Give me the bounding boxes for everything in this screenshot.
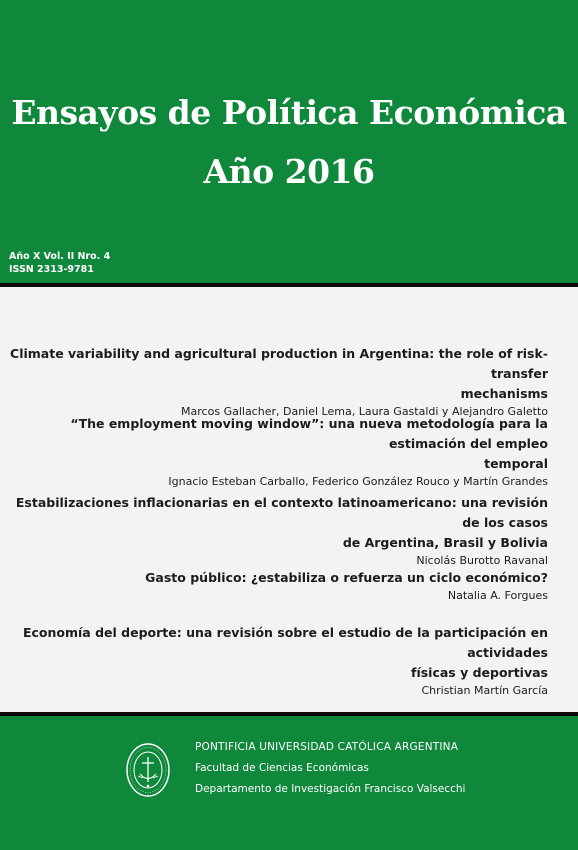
university-name: PONTIFICIA UNIVERSIDAD CATÓLICA ARGENTINA xyxy=(195,741,459,753)
volume-info: Año X Vol. II Nro. 4 xyxy=(9,251,111,262)
article-title-line: mechanisms xyxy=(460,386,548,401)
article-title-line: Climate variability and agricultural production in Argentina: the role of risk-transfer xyxy=(10,346,548,381)
article-title-line: “The employment moving window”: una nueva metodología para la estimación del empleo xyxy=(70,416,548,451)
journal-title: Ensayos de Política Económica xyxy=(11,93,567,132)
faculty-name: Facultad de Ciencias Económicas xyxy=(195,762,369,774)
article-authors: Marcos Gallacher, Daniel Lema, Laura Gastaldi y Alejandro Galetto xyxy=(181,405,548,418)
department-name: Departamento de Investigación Francisco Valsecchi xyxy=(195,783,466,795)
article-title-line: Estabilizaciones inflacionarias en el contexto latinoamericano: una revisión de los casos xyxy=(15,495,548,530)
article-1 xyxy=(0,344,548,419)
article-title-line: temporal xyxy=(484,456,548,471)
article-title-line: Economía del deporte: una revisión sobre el estudio de la participación en actividades xyxy=(22,625,548,660)
article-authors: Natalia A. Forgues xyxy=(447,589,548,602)
university-seal-icon xyxy=(125,741,171,799)
article-title-line: Gasto público: ¿estabiliza o refuerza un ciclo económico? xyxy=(145,570,548,585)
article-3 xyxy=(0,493,548,568)
issn: ISSN 2313-9781 xyxy=(9,264,94,275)
cover-header xyxy=(0,0,578,283)
cover-footer xyxy=(0,716,578,850)
article-title-line: de Argentina, Brasil y Bolivia xyxy=(342,535,548,550)
article-4 xyxy=(145,568,548,603)
journal-year: Año 2016 xyxy=(203,152,375,191)
contents-band xyxy=(0,287,578,712)
article-5 xyxy=(0,623,548,698)
article-title-line: físicas y deportivas xyxy=(411,665,548,680)
article-2 xyxy=(0,414,548,489)
article-authors: Ignacio Esteban Carballo, Federico González Rouco y Martín Grandes xyxy=(168,475,548,488)
article-authors: Nicolás Burotto Ravanal xyxy=(416,554,548,567)
article-authors: Christian Martín García xyxy=(421,684,548,697)
